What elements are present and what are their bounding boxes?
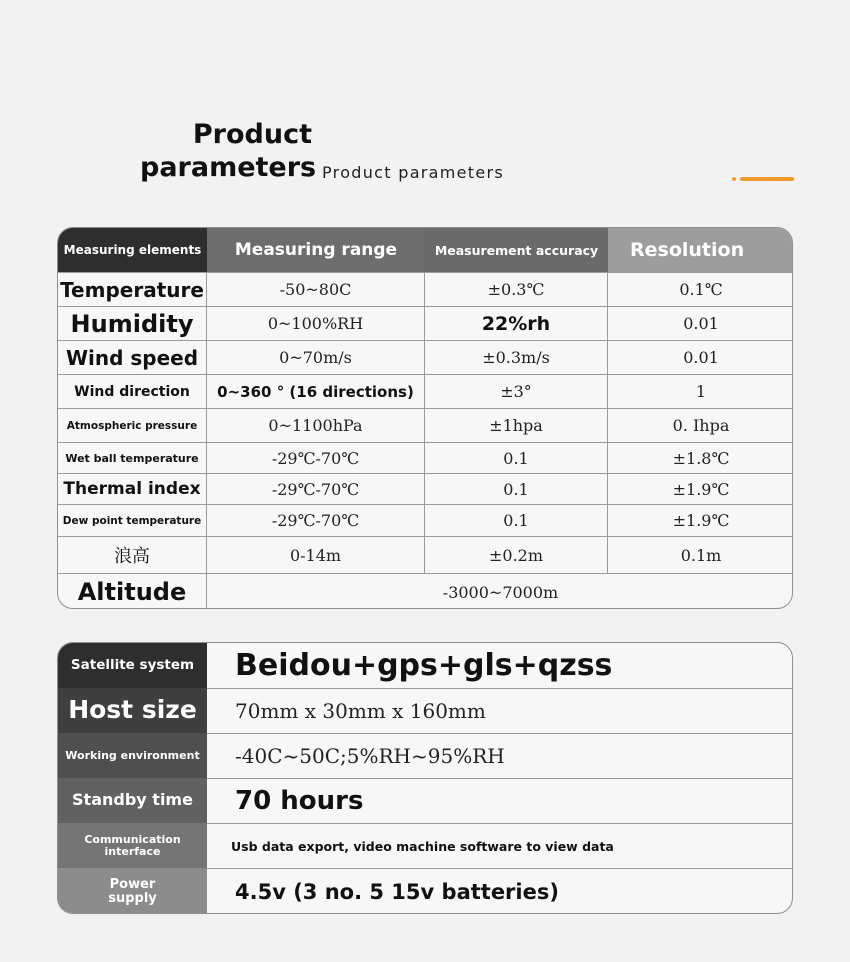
host-row-label: Satellite system [58, 643, 207, 688]
table-row [58, 473, 792, 504]
accuracy-value: ±1hpa [425, 409, 608, 442]
host-row-value: 4.5v (3 no. 5 15v batteries) [207, 868, 792, 914]
host-row-label: Standby time [58, 778, 207, 823]
range-value: -29℃-70℃ [207, 474, 425, 504]
header-measuring-elements: Measuring elements [58, 228, 207, 272]
host-row-standby [58, 778, 792, 823]
range-value: 0~70m/s [207, 341, 425, 374]
host-row-satellite [58, 643, 792, 688]
host-row-value: 70 hours [207, 778, 792, 823]
host-row-size [58, 688, 792, 733]
resolution-value: ±1.9℃ [672, 511, 730, 530]
page-subtitle: Product parameters [322, 163, 505, 182]
host-row-value: Beidou+gps+gls+qzss [235, 648, 613, 683]
host-row-environment [58, 733, 792, 778]
accuracy-value: ±3° [425, 375, 608, 408]
element-name: Wet ball temperature [58, 443, 207, 473]
range-value: 0-14m [207, 537, 425, 573]
element-name: Altitude [58, 574, 207, 609]
accuracy-value: 0.1 [425, 505, 608, 536]
accuracy-value: ±0.3m/s [425, 341, 608, 374]
accuracy-value: ±0.2m [425, 537, 608, 573]
host-row-label: Power supply [58, 868, 207, 914]
spec-table [57, 227, 793, 609]
resolution-value: ±1.8℃ [672, 448, 730, 468]
element-name: Wind direction [58, 375, 207, 408]
resolution-value: 0. Ihpa [672, 416, 730, 435]
header-resolution: Resolution [608, 228, 793, 272]
table-row [58, 340, 792, 374]
altitude-value: -3000~7000m [442, 582, 559, 602]
element-name: 浪高 [58, 537, 207, 573]
accuracy-value: 0.1 [425, 474, 608, 504]
element-name: Thermal index [58, 474, 207, 504]
header-measurement-accuracy: Measurement accuracy [425, 228, 608, 272]
host-row-label: Communication interface [58, 823, 207, 868]
resolution-value: 0.1℃ [679, 280, 723, 299]
range-value: -50~80C [207, 273, 425, 306]
element-name: Atmospheric pressure [58, 409, 207, 442]
host-row-communication [58, 823, 792, 868]
resolution-value: 0.01 [683, 348, 719, 367]
resolution-value: ±1.9℃ [672, 479, 730, 499]
element-name: Humidity [58, 307, 207, 340]
table-row [58, 272, 792, 306]
accent-line [740, 177, 794, 181]
resolution-value: 0.1m [680, 545, 722, 565]
table-row [58, 374, 792, 408]
element-name: Wind speed [58, 341, 207, 374]
accuracy-value: 22%rh [425, 307, 608, 340]
table-row [58, 306, 792, 340]
resolution-value: 0.01 [683, 314, 719, 333]
resolution-value: 1 [695, 382, 707, 401]
table-row [58, 442, 792, 473]
range-value: -29℃-70℃ [207, 443, 425, 473]
host-row-label: Host size [58, 688, 207, 733]
table-row [58, 536, 792, 573]
page-title [140, 118, 317, 184]
table-row [58, 504, 792, 536]
range-value: -29℃-70℃ [207, 505, 425, 536]
altitude-row [58, 573, 792, 609]
range-value: 0~1100hPa [207, 409, 425, 442]
host-row-power [58, 868, 792, 914]
header-measuring-range: Measuring range [207, 228, 425, 272]
host-table [57, 642, 793, 914]
table-row [58, 408, 792, 442]
element-name: Temperature [58, 273, 207, 306]
range-value: 0~100%RH [207, 307, 425, 340]
range-value: 0~360 ° (16 directions) [207, 375, 425, 408]
host-row-value: 70mm x 30mm x 160mm [207, 688, 792, 733]
accuracy-value: ±0.3℃ [425, 273, 608, 306]
host-row-label: Working environment [58, 733, 207, 778]
host-row-value: Usb data export, video machine software to view data [207, 823, 792, 868]
title-line-1: Product [192, 119, 312, 150]
accuracy-value: 0.1 [425, 443, 608, 473]
spec-table-header [58, 228, 792, 272]
host-row-value: -40C~50C;5%RH~95%RH [207, 733, 792, 778]
accent-dot [732, 177, 736, 181]
element-name: Dew point temperature [58, 505, 207, 536]
title-line-2: parameters [140, 152, 317, 183]
